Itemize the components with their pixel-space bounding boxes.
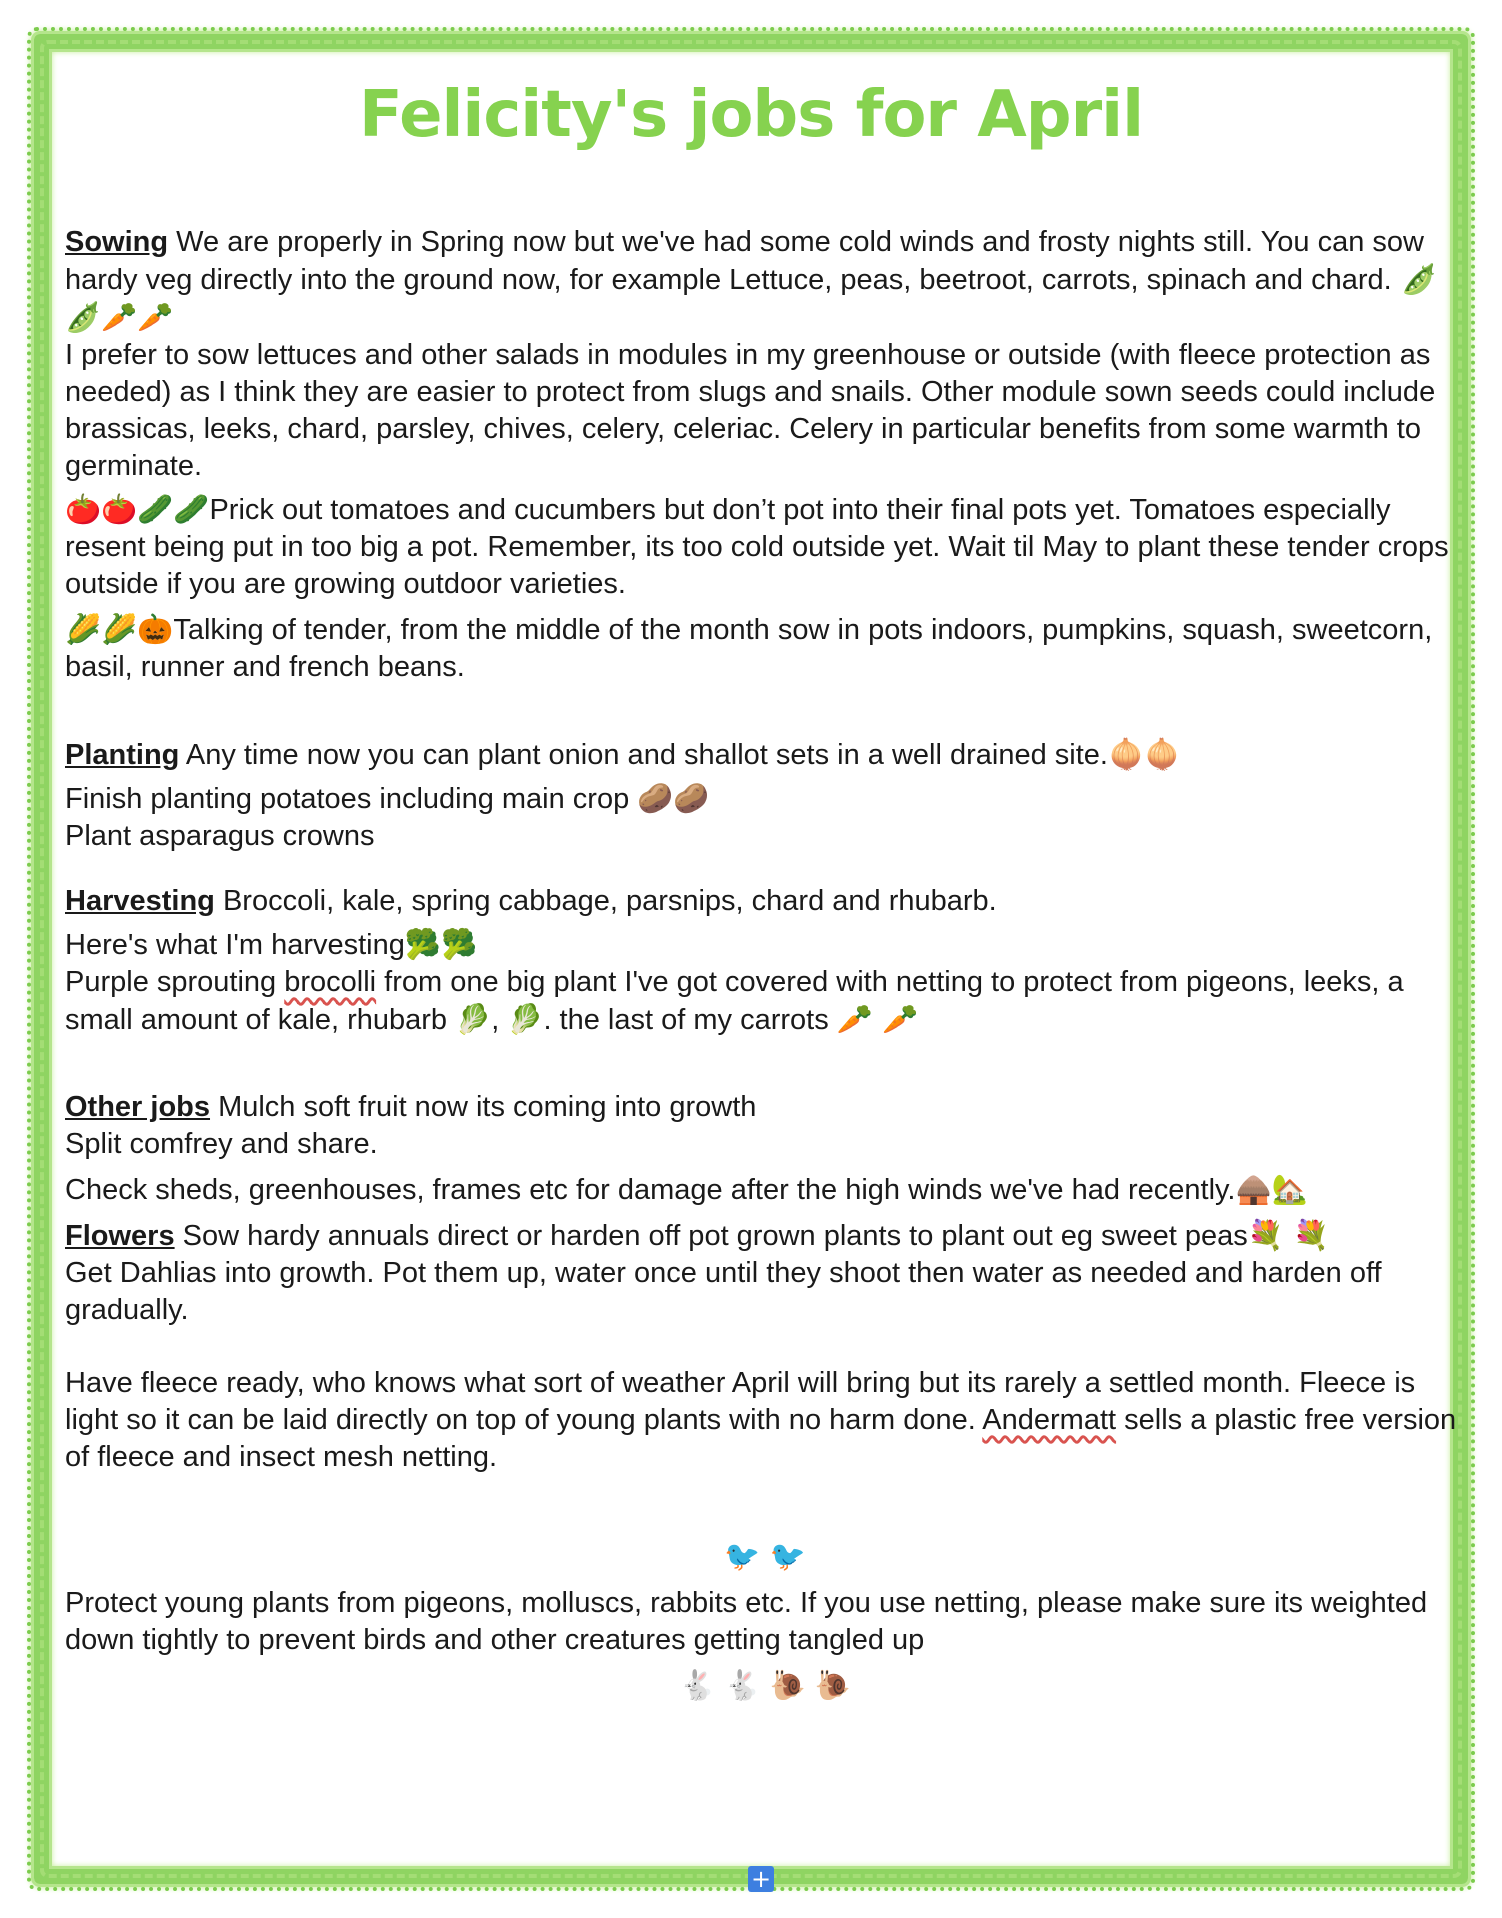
tomatoes-paragraph: 🍅🍅🥒🥒Prick out tomatoes and cucumbers but don’t pot into their final pots yet. Tomatoes especially resent being put in too big a pot. Remember, its too cold outside yet. Wait til May to plant these tender crops outside if you are growing outdoor varieties.: [65, 492, 1449, 600]
rabbit-snail-emoji: 🐇 🐇 🐌 🐌: [678, 1668, 852, 1702]
sowing-heading: Sowing: [65, 226, 169, 258]
tomato-cucumber-emoji: 🍅🍅🥒🥒: [65, 492, 210, 526]
broccoli-emoji: 🥦🥦: [404, 927, 478, 961]
misspelt-word: Andermatt: [982, 1404, 1117, 1436]
rhubarb-icon: 🥬: [455, 1002, 492, 1036]
planting-paragraph: Planting Any time now you can plant onion and shallot sets in a well drained site.🧅🧅: [65, 737, 1181, 771]
flowers-paragraph: Flowers Sow hardy annuals direct or harden off pot grown plants to plant out eg sweet peas💐 💐: [65, 1218, 1330, 1252]
shed-greenhouse-emoji: 🛖🏡: [1235, 1172, 1308, 1206]
fleece-paragraph: Have fleece ready, who knows what sort of weather April will bring but its rarely a settled month. Fleece is light so it can be laid directly on top of young plants with no harm done. Andermatt sells a plastic free version of fleece and insect mesh netting.: [65, 1367, 1457, 1473]
harvesting-heading: Harvesting: [65, 885, 215, 917]
sowing-modules-paragraph: I prefer to sow lettuces and other salads in modules in my greenhouse or outside (with fleece protection as needed) as I think they are easier to protect from slugs and snails. Other module sown seeds could include brassicas, leeks, chard, parsley, chives, celery, celeriac. Celery in particular benefits from some warmth to germinate.: [65, 339, 1436, 482]
peas-carrots-emoji: 🫛🫛🥕🥕: [65, 262, 1438, 334]
tender-paragraph: 🌽🌽🎃Talking of tender, from the middle of the month sow in pots indoors, pumpkins, squash, sweetcorn, basil, runner and french beans.: [65, 612, 1433, 683]
other-jobs-heading: Other jobs: [65, 1091, 211, 1123]
corn-pumpkin-emoji: 🌽🌽🎃: [65, 612, 174, 646]
carrot-emoji: 🥕 🥕: [836, 1002, 919, 1036]
other-jobs-paragraph: Other jobs Mulch soft fruit now its coming into growth: [65, 1091, 757, 1123]
misspelt-word: brocolli: [284, 966, 377, 998]
flowers-heading: Flowers: [65, 1220, 175, 1252]
check-sheds-paragraph: Check sheds, greenhouses, frames etc for damage after the high winds we've had recently.🛖🏡: [65, 1172, 1308, 1206]
potatoes-paragraph: Finish planting potatoes including main crop 🥔🥔: [65, 781, 710, 815]
planting-heading: Planting: [65, 739, 180, 771]
comfrey-paragraph: Split comfrey and share.: [65, 1128, 378, 1160]
purple-sprouting-paragraph: Purple sprouting brocolli from one big plant I've got covered with netting to protect from pigeons, leeks, a small amount of kale, rhubarb 🥬, 🥬. the last of my carrots 🥕 🥕: [65, 966, 1404, 1036]
dahlias-paragraph: Get Dahlias into growth. Pot them up, water once until they shoot then water as needed and harden off gradually.: [65, 1257, 1382, 1326]
harvesting-now-paragraph: Here's what I'm harvesting🥦🥦: [65, 927, 478, 961]
onion-emoji: 🧅🧅: [1107, 737, 1181, 771]
add-button[interactable]: +: [748, 1866, 774, 1892]
protect-paragraph: Protect young plants from pigeons, molluscs, rabbits etc. If you use netting, please make sure its weighted down tightly to prevent birds and other creatures getting tangled up: [65, 1587, 1428, 1656]
potato-emoji: 🥔🥔: [637, 781, 710, 815]
asparagus-paragraph: Plant asparagus crowns: [65, 820, 375, 852]
sweet-pea-emoji: 💐 💐: [1247, 1218, 1330, 1252]
harvesting-paragraph: Harvesting Broccoli, kale, spring cabbage, parsnips, chard and rhubarb.: [65, 885, 997, 917]
rhubarb-icon: 🥬: [507, 1002, 544, 1036]
document-body: [65, 224, 1465, 1704]
page-title: Felicity's jobs for April: [358, 78, 1144, 152]
pigeon-emoji: 🐦 🐦: [724, 1539, 806, 1573]
sowing-paragraph: Sowing We are properly in Spring now but we've had some cold winds and frosty nights still. You can sow hardy veg directly into the ground now, for example Lettuce, peas, beetroot, carrots, spinach and chard. 🫛🫛🥕🥕: [65, 226, 1438, 334]
